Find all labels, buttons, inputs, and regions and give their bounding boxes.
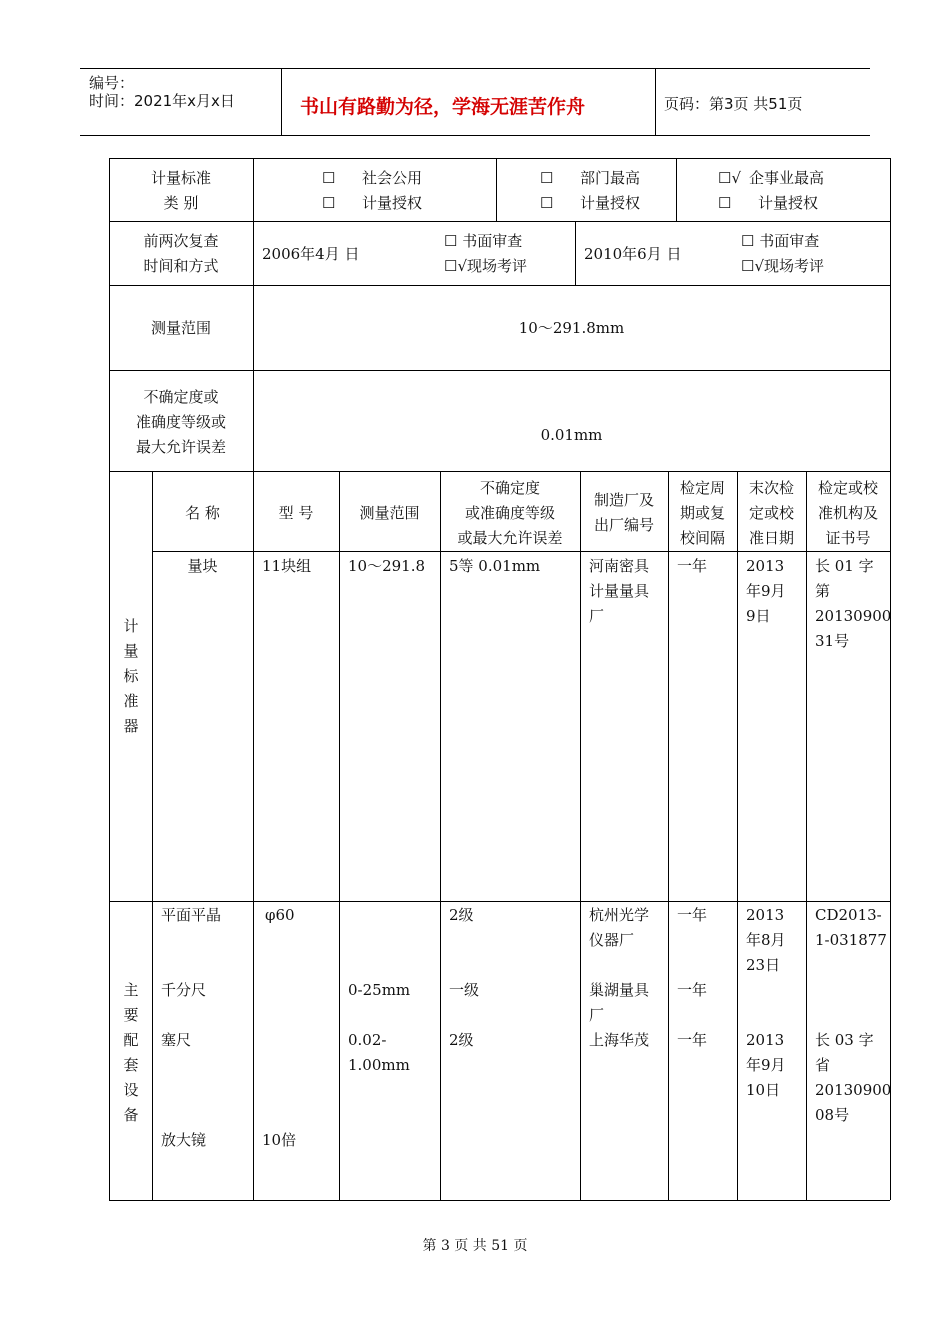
header-line: 不确定度 (479, 479, 540, 497)
col-header-uncertainty (440, 476, 580, 551)
checkbox-icon[interactable]: ☐ (540, 169, 554, 187)
cell-maker (589, 903, 649, 953)
col-rule (339, 471, 340, 1200)
cell-name: 千分尺 (161, 981, 207, 999)
category-option-department[interactable] (540, 166, 640, 191)
cell-line: 2013 (746, 1031, 785, 1049)
col-header-name: 名 称 (185, 504, 220, 522)
cell-maker (589, 554, 649, 629)
header-top-rule (80, 68, 870, 69)
cell-line: 年9月 (746, 582, 786, 600)
standard-section-label (121, 614, 141, 739)
cell-uncertainty: 2级 (449, 906, 474, 924)
header-line: 出厂编号 (593, 516, 654, 534)
vertical-char: 计 (123, 617, 139, 635)
row-rule (109, 370, 890, 371)
row-rule (109, 901, 890, 902)
cell-line: 年8月 (746, 931, 786, 949)
row-rule (109, 285, 890, 286)
table-border-bottom (109, 1200, 890, 1201)
cell-maker: 上海华茂 (589, 1031, 650, 1049)
header-slogan: 书山有路勤为径，学海无涯苦作舟 (300, 96, 586, 118)
review-second-desk-option[interactable]: ☐ 书面审查 (741, 232, 820, 250)
header-bottom-rule (80, 135, 870, 136)
col-rule (575, 221, 576, 285)
option-label: 计量授权 (362, 194, 423, 212)
document-number-label: 编号： (89, 74, 135, 92)
cell-name: 量块 (187, 557, 218, 575)
header-line: 校间隔 (679, 529, 725, 547)
cell-line: 2013 (746, 906, 785, 924)
page-footer: 第 3 页 共 51 页 (422, 1238, 528, 1254)
header-line: 期或复 (679, 504, 725, 522)
vertical-char: 标 (123, 667, 139, 685)
vertical-char: 准 (123, 692, 139, 710)
col-rule (676, 158, 677, 221)
cell-range: 10～291.8 (348, 557, 426, 575)
cell-org (815, 903, 887, 953)
cell-line: 1-031877 (815, 931, 887, 949)
cell-uncertainty: 5等 0.01mm (449, 557, 541, 575)
col-rule (253, 471, 254, 1200)
option-label: 社会公用 (362, 169, 423, 187)
cell-line: 省 (815, 1056, 831, 1074)
col-header-maker (580, 488, 668, 538)
col-header-model: 型 号 (278, 504, 314, 522)
col-rule (152, 471, 153, 1200)
cell-last-date (746, 554, 786, 629)
option-label: 部门最高 (580, 169, 641, 187)
cell-line: 23日 (746, 956, 781, 974)
header-divider (655, 68, 656, 135)
vertical-char: 备 (123, 1106, 139, 1124)
col-header-last-date (737, 476, 806, 551)
col-header-period (668, 476, 737, 551)
header-line: 定或校 (748, 504, 794, 522)
cell-period: 一年 (677, 981, 708, 999)
cell-model: φ60 (265, 906, 295, 924)
uncertainty-value: 0.01mm (540, 426, 603, 444)
category-label-line: 类 别 (163, 194, 199, 212)
cell-model: 10倍 (262, 1131, 297, 1149)
cell-uncertainty: 2级 (449, 1031, 474, 1049)
uncertainty-label-line: 最大允许误差 (135, 438, 226, 456)
category-option-enterprise[interactable] (718, 166, 824, 191)
cell-line: 年9月 (746, 1056, 786, 1074)
vertical-char: 要 (123, 1006, 139, 1024)
review-label-line: 时间和方式 (143, 257, 219, 275)
header-line: 准日期 (748, 529, 794, 547)
col-rule (806, 471, 807, 1200)
cell-line: 1.00mm (348, 1056, 410, 1074)
cell-period: 一年 (677, 1031, 708, 1049)
review-first-desk-option[interactable]: ☐ 书面审查 (444, 232, 523, 250)
checkbox-icon[interactable]: ☐ (540, 194, 554, 212)
category-label-line: 计量标准 (150, 169, 211, 187)
option-label: 计量授权 (580, 194, 641, 212)
header-line: 制造厂及 (593, 491, 654, 509)
range-value: 10～291.8mm (518, 319, 625, 337)
row-rule (152, 551, 890, 552)
vertical-char: 设 (123, 1081, 139, 1099)
cell-line: 厂 (589, 607, 605, 625)
col-header-range: 测量范围 (359, 504, 420, 522)
vertical-char: 套 (123, 1056, 139, 1074)
cell-line: 杭州光学 (589, 906, 650, 924)
uncertainty-label-line: 准确度等级或 (135, 413, 226, 431)
row-rule (109, 471, 890, 472)
header-line: 准机构及 (817, 504, 878, 522)
header-line: 或最大允许误差 (457, 529, 563, 547)
header-line: 或准确度等级 (464, 504, 555, 522)
cell-line: 长 03 字 (815, 1031, 874, 1049)
cell-maker (589, 978, 649, 1028)
cell-line: 0.02- (348, 1031, 387, 1049)
cell-line: 第 (815, 582, 831, 600)
checkbox-icon[interactable]: ☐ (322, 169, 336, 187)
cell-name: 塞尺 (161, 1031, 192, 1049)
cell-name: 放大镜 (161, 1131, 207, 1149)
option-label: 计量授权 (758, 194, 819, 212)
review-label (109, 229, 253, 279)
review-second-date: 2010年6月 日 (584, 245, 682, 263)
header-line: 检定或校 (817, 479, 878, 497)
cell-range: 0-25mm (348, 981, 411, 999)
cell-period: 一年 (677, 906, 708, 924)
category-option-authorized[interactable] (718, 191, 818, 216)
uncertainty-label (109, 385, 253, 460)
review-second-site-option[interactable]: ☐√现场考评 (741, 257, 825, 275)
option-label: 企事业最高 (749, 169, 825, 187)
review-label-line: 前两次复查 (143, 232, 219, 250)
vertical-char: 量 (123, 642, 139, 660)
cell-uncertainty: 一级 (449, 981, 480, 999)
cell-line: 20130900 (815, 607, 892, 625)
row-rule (109, 221, 890, 222)
col-rule (496, 158, 497, 221)
header-line: 证书号 (825, 529, 871, 547)
category-option-public[interactable] (322, 166, 422, 191)
table-border-left (109, 158, 110, 1200)
vertical-char: 主 (123, 981, 139, 999)
cell-line: 08号 (815, 1106, 850, 1124)
col-rule (580, 471, 581, 1200)
header-line: 检定周 (679, 479, 725, 497)
cell-line: 仪器厂 (589, 931, 635, 949)
vertical-char: 配 (123, 1031, 139, 1049)
col-rule (440, 471, 441, 1200)
cell-model: 11块组 (262, 557, 312, 575)
table-border-top (109, 158, 890, 159)
cell-line: 20130900 (815, 1081, 892, 1099)
cell-org (815, 554, 891, 654)
cell-line: 长 01 字 (815, 557, 874, 575)
cell-range (348, 1028, 410, 1078)
col-rule (668, 471, 669, 1200)
cell-line: 31号 (815, 632, 850, 650)
cell-line: 厂 (589, 1006, 605, 1024)
header-divider (281, 68, 282, 135)
col-rule (737, 471, 738, 1200)
range-label: 测量范围 (150, 319, 211, 337)
header-line: 末次检 (748, 479, 794, 497)
header-page-label: 页码：第3页 共51页 (664, 95, 803, 113)
col-header-org (806, 476, 890, 551)
cell-name: 平面平晶 (161, 906, 222, 924)
cell-line: 10日 (746, 1081, 781, 1099)
cell-line: 计量量具 (589, 582, 650, 600)
vertical-char: 器 (123, 717, 139, 735)
cell-period: 一年 (677, 557, 708, 575)
cell-line: 巢湖量具 (589, 981, 650, 999)
cell-line: 9日 (746, 607, 771, 625)
uncertainty-label-line: 不确定度或 (143, 388, 219, 406)
review-first-site-option[interactable]: ☐√现场考评 (444, 257, 528, 275)
checkbox-icon[interactable]: ☐ (322, 194, 336, 212)
cell-last-date (746, 903, 786, 978)
cell-org (815, 1028, 891, 1128)
cell-last-date (746, 1028, 786, 1103)
checked-checkbox-icon[interactable]: ☐√ (718, 169, 742, 187)
document-time-label: 时间：2021年x月x日 (89, 92, 235, 110)
review-first-date: 2006年4月 日 (262, 245, 360, 263)
category-option-authorized[interactable] (540, 191, 640, 216)
cell-line: 2013 (746, 557, 785, 575)
category-option-authorized[interactable] (322, 191, 422, 216)
category-label (109, 166, 253, 216)
equipment-section-label (121, 978, 141, 1128)
cell-line: 河南密具 (589, 557, 650, 575)
cell-line: CD2013- (815, 906, 882, 924)
checkbox-icon[interactable]: ☐ (718, 194, 732, 212)
